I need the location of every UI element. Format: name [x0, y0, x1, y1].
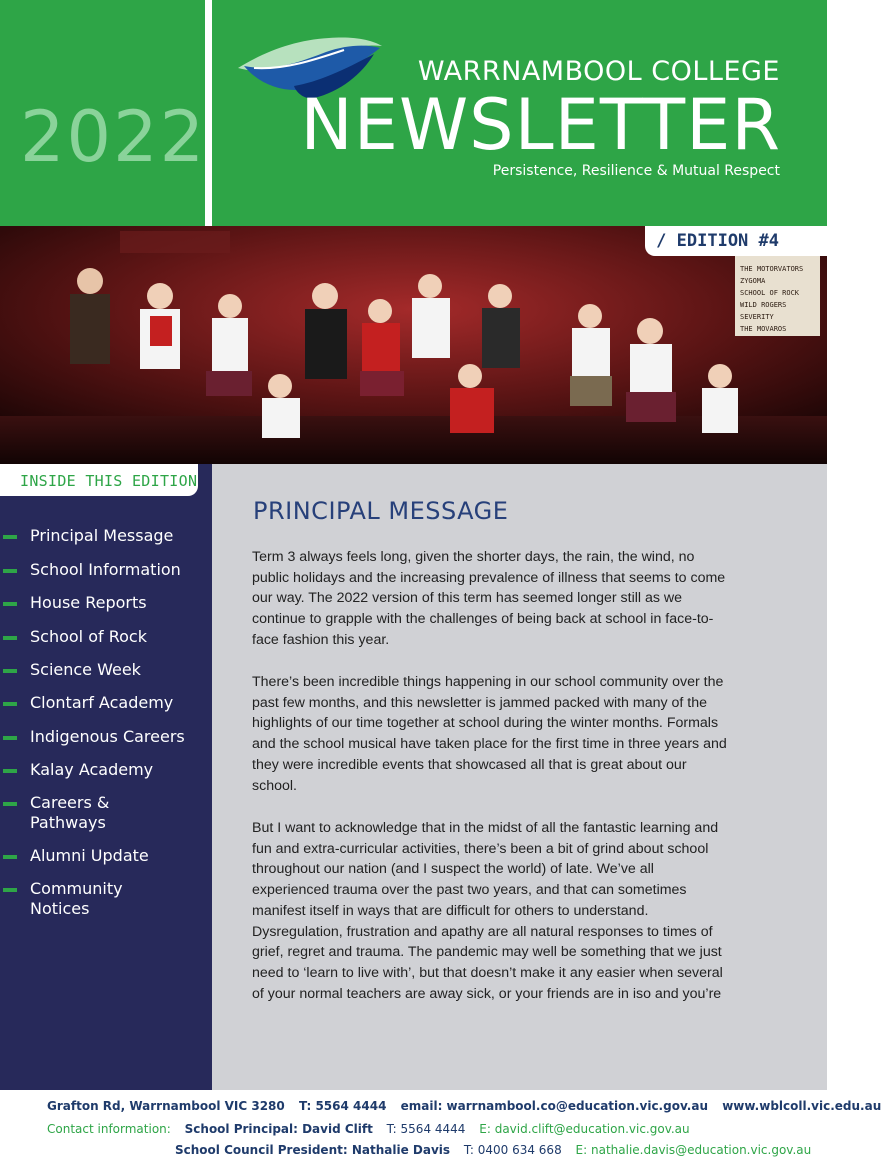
bullet-dash-icon [3, 736, 17, 740]
bullet-dash-icon [3, 569, 17, 573]
footer-principal-line [47, 1122, 690, 1136]
president-name: School Council President: Nathalie Davis [175, 1143, 451, 1157]
banner-line: THE MOVAROS [740, 325, 787, 333]
banner-line: SEVERITY [740, 313, 774, 321]
bullet-dash-icon [3, 802, 17, 806]
bullet-dash-icon [3, 769, 17, 773]
president-phone: T: 0400 634 668 [463, 1143, 562, 1157]
toc-label: Clontarf Academy [30, 693, 174, 712]
toc-label: School Information [30, 560, 181, 579]
inside-edition-heading: INSIDE THIS EDITION [20, 472, 198, 490]
banner-line: ZYGOMA [740, 277, 766, 285]
website-link[interactable]: www.wblcoll.vic.edu.au [722, 1099, 881, 1113]
toc-label: Indigenous Careers [30, 727, 185, 746]
toc-item-alumni-update[interactable] [0, 846, 149, 866]
toc-item-school-of-rock[interactable] [0, 627, 147, 647]
toc-item-clontarf-academy[interactable] [0, 693, 173, 713]
toc-label: Careers & Pathways [30, 793, 110, 832]
phone: T: 5564 4444 [298, 1099, 387, 1113]
contact-label: Contact information: [47, 1122, 171, 1136]
toc-item-house-reports[interactable] [0, 593, 147, 613]
edition-year: 2022 [20, 96, 207, 178]
paragraph: But I want to acknowledge that in the midst of all the fantastic learning and fun and extra-curricular activities, there’s been a bit of grind about school throughout our nation (and I suspect the world) of late. We’ve all experienced trauma over the past two years, and that can sometimes manifest itself in ways that are difficult for others to understand. Dysregulation, frustration and apathy are all natural responses to times of grief, regret and trauma. The pandemic may well be something that we just need to ‘learn to live with’, but that doesn’t make it any easier when several of your normal teachers are away sick, or your friends are in iso and you’re [252, 820, 723, 1002]
bullet-dash-icon [3, 702, 17, 706]
principal-name: School Principal: David Clift [184, 1122, 373, 1136]
toc-label: House Reports [30, 593, 147, 612]
school-of-rock-photo [0, 226, 827, 464]
toc-label: Community Notices [30, 879, 123, 918]
principal-phone: T: 5564 4444 [386, 1122, 466, 1136]
paragraph: Term 3 always feels long, given the shorter days, the rain, the wind, no public holidays and the increasing prevalence of illness that seems to come our way. The 2022 version of this term has seemed longer still as we continue to grapple with the challenges of being back at school in face-to-face fashion this year. [252, 549, 726, 648]
bullet-dash-icon [3, 636, 17, 640]
toc-item-careers-pathways[interactable] [0, 793, 150, 833]
banner-line: WILD ROGERS [740, 301, 787, 309]
tagline: Persistence, Resilience & Mutual Respect [492, 163, 780, 179]
president-email-link[interactable]: E: nathalie.davis@education.vic.gov.au [575, 1143, 812, 1157]
bullet-dash-icon [3, 855, 17, 859]
footer-contact-line [47, 1099, 881, 1113]
toc-item-principal-message[interactable] [0, 526, 173, 546]
banner-line: SCHOOL OF ROCK [740, 289, 800, 297]
bullet-dash-icon [3, 535, 17, 539]
principal-message-title: PRINCIPAL MESSAGE [253, 497, 509, 525]
toc-label: Science Week [30, 660, 141, 679]
toc-label: Alumni Update [30, 846, 149, 865]
toc-label: School of Rock [30, 627, 147, 646]
newsletter-title: NEWSLETTER [300, 84, 781, 166]
toc-label: Kalay Academy [30, 760, 154, 779]
toc-item-indigenous-careers[interactable] [0, 727, 185, 747]
address: Grafton Rd, Warrnambool VIC 3280 [47, 1099, 285, 1113]
banner-line: THE MOTORVATORS [740, 265, 804, 273]
paragraph: There’s been incredible things happening in our school community over the past few months, and this newsletter is jammed packed with many of the highlights of our time together at school during the winter months. Formals and the school musical have taken place for the first time in three years and they were incredible events that showcased all that is great about our school. [252, 674, 727, 794]
stage-photo-illustration [0, 226, 827, 464]
college-name: WARRNAMBOOL COLLEGE [417, 56, 780, 87]
toc-item-science-week[interactable] [0, 660, 141, 680]
toc-item-kalay-academy[interactable] [0, 760, 153, 780]
bullet-dash-icon [3, 602, 17, 606]
bullet-dash-icon [3, 669, 17, 673]
footer-president-line [175, 1143, 811, 1157]
edition-number: / EDITION #4 [656, 231, 779, 251]
toc-item-school-information[interactable] [0, 560, 181, 580]
toc-label: Principal Message [30, 526, 174, 545]
bullet-dash-icon [3, 888, 17, 892]
toc-item-community-notices[interactable] [0, 879, 150, 919]
principal-email-link[interactable]: E: david.clift@education.vic.gov.au [479, 1122, 690, 1136]
email-link[interactable]: email: warrnambool.co@education.vic.gov.au [400, 1099, 708, 1113]
